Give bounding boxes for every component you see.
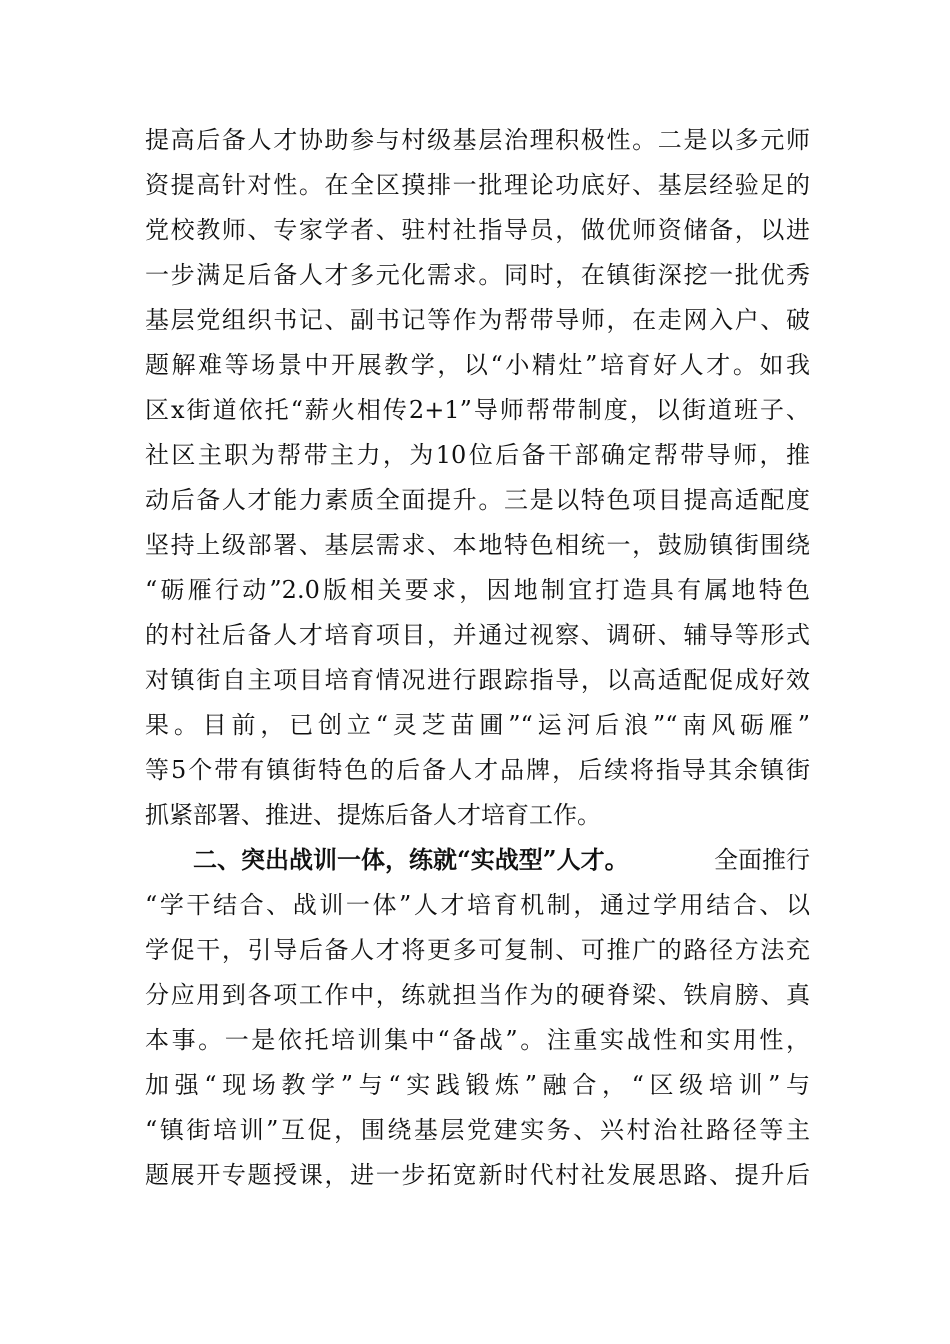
paragraph-line: 社区主职为帮带主力，为10位后备干部确定帮带导师，推: [145, 441, 810, 469]
heading-line-rest: 全面推行: [714, 846, 810, 874]
paragraph-line: “镇街培训”互促，围绕基层党建实务、兴村治社路径等主: [145, 1116, 810, 1144]
paragraph-line: 抓紧部署、推进、提炼后备人才培育工作。: [145, 801, 601, 829]
paragraph-line: 分应用到各项工作中，练就担当作为的硬脊梁、铁肩膀、真: [145, 981, 810, 1009]
paragraph-line: 党校教师、专家学者、驻村社指导员，做优师资储备，以进: [145, 216, 810, 244]
paragraph-line: 本事。一是依托培训集中“备战”。注重实战性和实用性，: [145, 1026, 810, 1054]
paragraph-line: 动后备人才能力素质全面提升。三是以特色项目提高适配度: [145, 486, 810, 514]
paragraph-first-line: [193, 845, 810, 875]
paragraph-line: 果。目前，已创立“灵芝苗圃”“运河后浪”“南风砺雁”: [145, 711, 810, 739]
paragraph-line: 资提高针对性。在全区摸排一批理论功底好、基层经验足的: [145, 171, 810, 199]
paragraph-line: “学干结合、战训一体”人才培育机制，通过学用结合、以: [145, 891, 810, 919]
paragraph-line: 等5个带有镇街特色的后备人才品牌，后续将指导其余镇街: [145, 756, 810, 784]
paragraph-line: 提高后备人才协助参与村级基层治理积极性。二是以多元师: [145, 126, 810, 154]
paragraph-line: 坚持上级部署、基层需求、本地特色相统一，鼓励镇街围绕: [145, 531, 810, 559]
paragraph-line: 学促干，引导后备人才将更多可复制、可推广的路径方法充: [145, 936, 810, 964]
paragraph-line: 对镇街自主项目培育情况进行跟踪指导，以高适配促成好效: [145, 666, 810, 694]
paragraph-line: 基层党组织书记、副书记等作为帮带导师，在走网入户、破: [145, 306, 810, 334]
paragraph-line: 的村社后备人才培育项目，并通过视察、调研、辅导等形式: [145, 621, 810, 649]
paragraph-line: “砺雁行动”2.0版相关要求，因地制宜打造具有属地特色: [145, 576, 810, 604]
paragraph-line: 题展开专题授课，进一步拓宽新时代村社发展思路、提升后: [145, 1161, 810, 1189]
paragraph-line: 加强“现场教学”与“实践锻炼”融合，“区级培训”与: [145, 1071, 810, 1099]
paragraph-line: 题解难等场景中开展教学，以“小精灶”培育好人才。如我: [145, 351, 810, 379]
section-heading: 二、突出战训一体，练就“实战型”人才。: [193, 845, 629, 874]
paragraph-line: 一步满足后备人才多元化需求。同时，在镇街深挖一批优秀: [145, 261, 810, 289]
paragraph-line: 区x街道依托“薪火相传2+1”导师帮带制度，以街道班子、: [145, 396, 810, 424]
